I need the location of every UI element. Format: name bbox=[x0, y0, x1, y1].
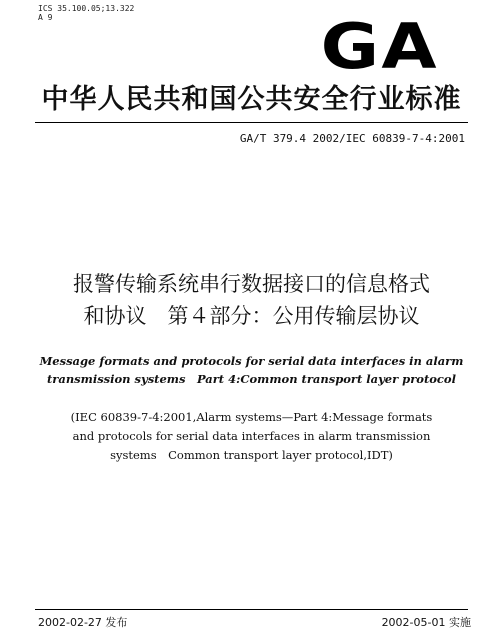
english-title bbox=[0, 352, 503, 388]
classification-codes bbox=[38, 4, 134, 22]
chinese-title-line-2: 和协议 第４部分：公用传输层协议 bbox=[83, 304, 420, 328]
english-title-line-2: transmission systems Part 4:Common transport layer protocol bbox=[47, 372, 456, 386]
ics-code: ICS 35.100.05;13.322 bbox=[38, 4, 135, 13]
ccs-code: A 9 bbox=[38, 13, 53, 22]
equivalence-statement bbox=[0, 408, 503, 465]
ga-logo: GA bbox=[320, 10, 439, 83]
organization-name: 中华人民共和国公共安全行业标准 bbox=[41, 84, 462, 115]
english-title-line-1: Message formats and protocols for serial data interfaces in alarm bbox=[39, 354, 464, 368]
chinese-title-line-1: 报警传输系统串行数据接口的信息格式 bbox=[73, 272, 430, 296]
issue-date: 2002-02-27 发布 bbox=[38, 616, 128, 629]
equivalence-line-2: and protocols for serial data interfaces in alarm transmission bbox=[72, 429, 431, 443]
equivalence-line-3: systems Common transport layer protocol,IDT) bbox=[110, 448, 393, 462]
header-divider bbox=[35, 122, 468, 123]
chinese-title bbox=[0, 268, 503, 332]
implementation-date: 2002-05-01 实施 bbox=[381, 616, 471, 629]
footer-divider bbox=[35, 609, 468, 610]
equivalence-line-1: (IEC 60839-7-4:2001,Alarm systems—Part 4:Message formats bbox=[70, 410, 433, 424]
standard-number: GA/T 379.4 2002/IEC 60839-7-4:2001 bbox=[239, 132, 465, 145]
